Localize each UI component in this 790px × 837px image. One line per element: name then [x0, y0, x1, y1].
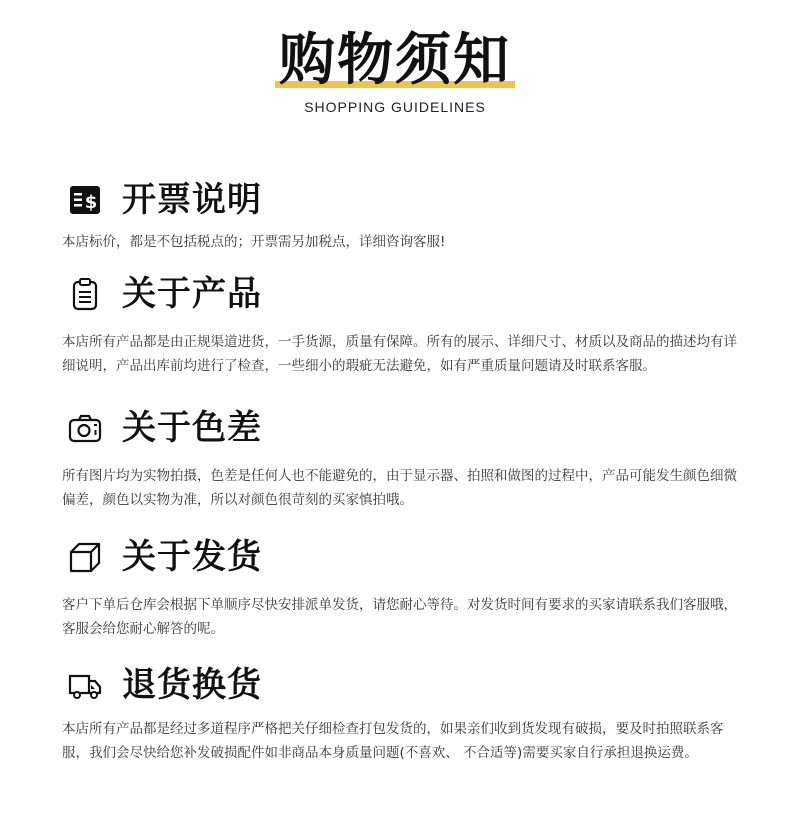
section-shipping	[62, 535, 738, 641]
clipboard-icon	[68, 277, 102, 311]
page-title: 购物须知	[279, 27, 511, 93]
delivery-truck-icon	[68, 668, 102, 702]
section-body: 本店所有产品都是经过多道程序严格把关仔细检查打包发货的，如果亲们收到货发现有破损，要及时拍照联系客服，我们会尽快给您补发破损配件如非商品本身质量问题(不喜欢、 不合适等)需要买家自行承担退换运费。	[62, 721, 724, 761]
svg-text:$: $	[84, 192, 98, 213]
section-return-exchange	[62, 663, 738, 765]
section-header	[62, 406, 738, 452]
section-header	[62, 272, 738, 318]
section-header	[62, 535, 738, 581]
section-title: 关于产品	[122, 274, 262, 314]
camera-icon	[68, 411, 102, 445]
section-color-difference	[62, 406, 738, 512]
section-header	[62, 178, 738, 224]
box-icon	[68, 540, 102, 574]
section-product	[62, 272, 738, 378]
section-body: 客户下单后仓库会根据下单顺序尽快安排派单发货，请您耐心等待。对发货时间有要求的买家请联系我们客服哦，客服会给您耐心解答的呢。	[62, 597, 737, 637]
section-title: 关于发货	[122, 537, 262, 577]
page-title-wrap	[275, 28, 515, 92]
section-title: 退货换货	[122, 665, 262, 705]
page-header	[0, 28, 790, 92]
section-body: 所有图片均为实物拍摄，色差是任何人也不能避免的，由于显示器、拍照和做图的过程中，产品可能发生颜色细微偏差，颜色以实物为准，所以对颜色很苛刻的买家慎拍哦。	[62, 468, 737, 508]
section-title: 关于色差	[122, 408, 262, 448]
page-subtitle: SHOPPING GUIDELINES	[304, 99, 486, 115]
invoice-dollar-icon	[68, 183, 102, 217]
section-invoice	[62, 178, 738, 254]
section-body: 本店标价，都是不包括税点的；开票需另加税点，详细咨询客服!	[62, 234, 446, 250]
section-header	[62, 663, 738, 709]
section-body: 本店所有产品都是由正规渠道进货，一手货源，质量有保障。所有的展示、详细尺寸、材质以及商品的描述均有详细说明，产品出库前均进行了检查，一些细小的瑕疵无法避免，如有严重质量问题请及时联系客服。	[62, 334, 737, 374]
section-title: 开票说明	[122, 180, 262, 220]
